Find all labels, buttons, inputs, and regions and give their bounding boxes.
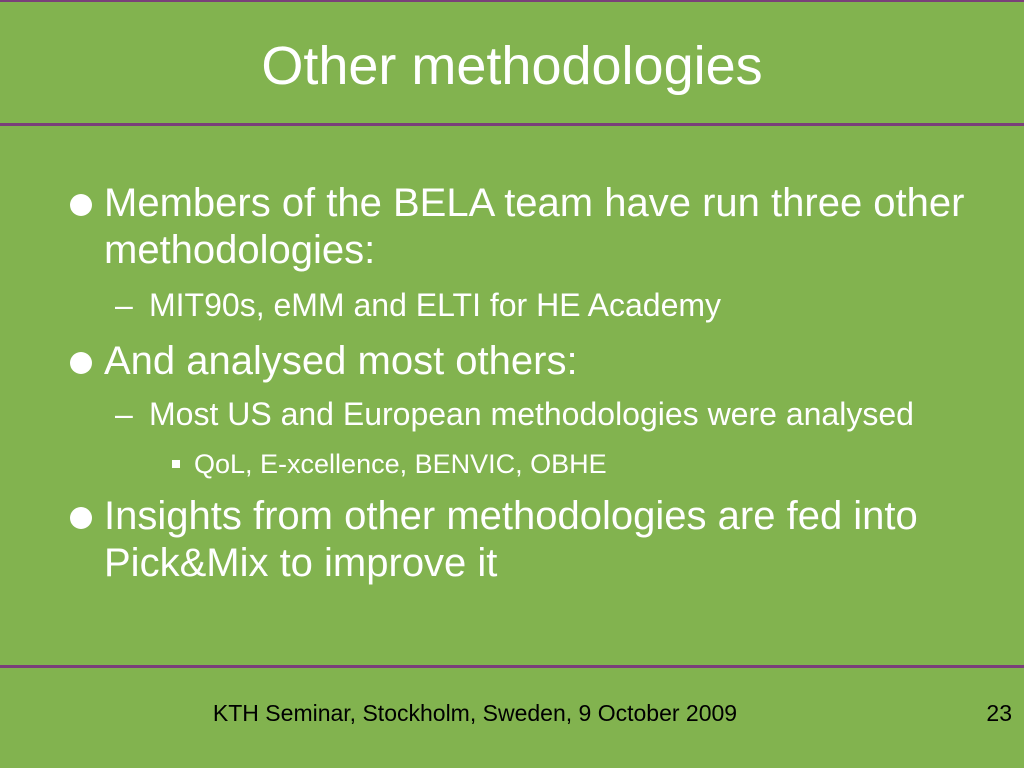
sub-bullet-item	[115, 393, 969, 435]
slide-body	[0, 180, 1024, 587]
title-divider	[0, 123, 1024, 126]
bullet-text: Insights from other methodologies are fed into Pick&Mix to improve it	[104, 494, 918, 585]
sub-sub-bullet-item	[194, 447, 974, 481]
sub-bullet-text: MIT90s, eMM and ELTI for HE Academy	[149, 287, 722, 323]
circle-bullet-icon	[70, 507, 92, 529]
slide-number: 23	[986, 700, 1012, 726]
dash-bullet-icon: –	[115, 396, 133, 432]
sub-sub-bullet-text: QoL, E-xcellence, BENVIC, OBHE	[194, 449, 607, 479]
slide-title: Other methodologies	[261, 36, 763, 96]
sub-bullet-item	[115, 284, 969, 326]
bullet-text: And analysed most others:	[104, 339, 578, 383]
circle-bullet-icon	[70, 352, 92, 374]
top-rule	[0, 0, 1024, 2]
bullet-text: Members of the BELA team have run three other methodologies:	[104, 181, 965, 272]
footer-divider	[0, 665, 1024, 668]
footer-caption: KTH Seminar, Stockholm, Sweden, 9 October 2009	[212, 700, 738, 726]
square-bullet-icon	[172, 460, 180, 468]
dash-bullet-icon: –	[115, 287, 133, 323]
circle-bullet-icon	[70, 194, 92, 216]
bullet-item	[104, 493, 984, 587]
sub-bullet-text: Most US and European methodologies were analysed	[149, 396, 914, 432]
bullet-item	[104, 338, 984, 385]
bullet-item	[104, 180, 984, 274]
